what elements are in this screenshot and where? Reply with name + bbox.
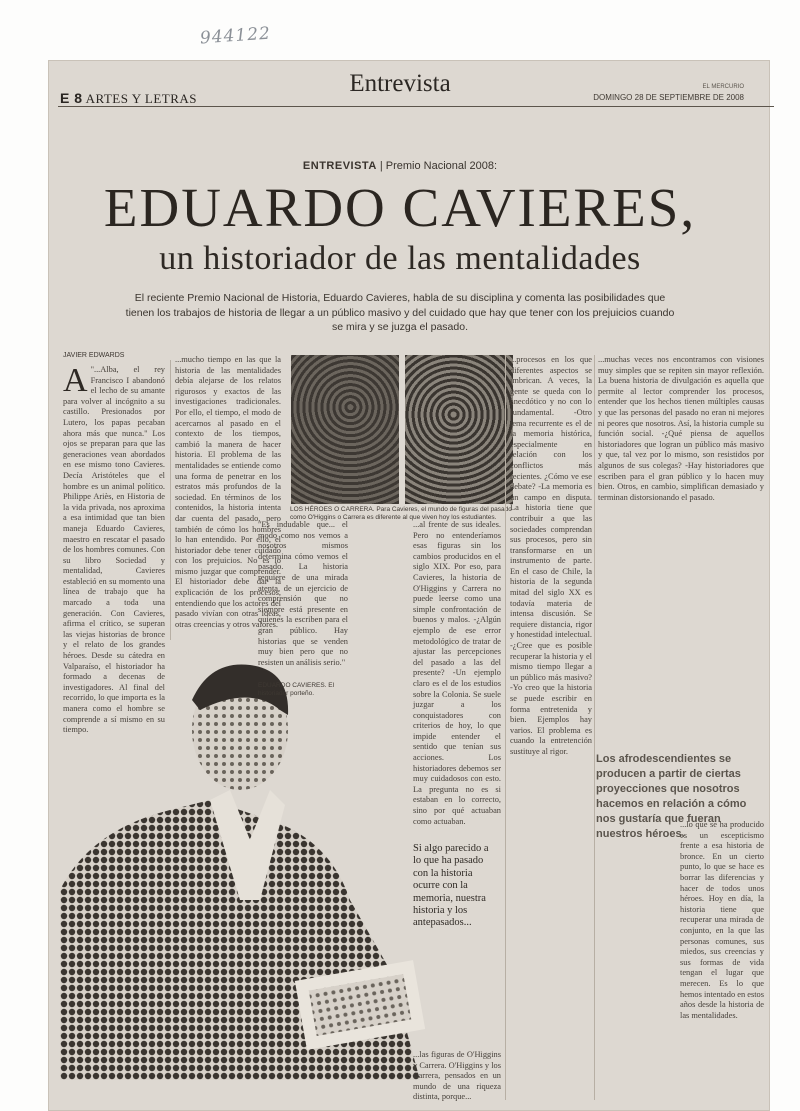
pull-quote: Si algo parecido a lo que ha pasado con la historia ocurre con la memoria, nuestra historia y los antepasados... [413,843,489,929]
article-column-5: ...muchas veces nos encontramos con visiones muy simples que se repiten sin mayor reflexión. La buena historia de divulgación es aquella que permite al lector comprender los procesos, entender que los hechos tienen múltiples causas y que las personas del pasado no eran ni mejores ni peores que nosotros. Así, la historia cumple su función social. -¿Qué piensa de aquellos historiadores que logran un público más masivo y que, tal vez por lo mismo, son resistidos por algunos de sus colegas? -Hay historiadores que escriben para el gran público y lo hacen muy bien. Otros, en cambio, simplifican demasiado y terminan distorsionando el pasado. [598,355,764,502]
highlighted-quote: Los afrodescendientes se producen a partir de ciertas proyecciones que nosotros hacemos en relación a cómo nos gustaría que fueran nuestros héroes. [596,753,747,840]
dropcap: A [63,362,88,399]
article-column-2b: "Es indudable que... el modo como nos vemos a nosotros mismos determina cómo vemos el pasado. La historia requiere de una mirada atenta, de un ejercicio de comprensión que no siempre está presente en quienes la escriben para el gran público. Hay historias que se venden muy bien pero que no resisten un análisis serio." [258,520,348,667]
photo-caption: LOS HÉROES O CARRERA. Para Cavieres, el mundo de figuras del pasado como O'Higgins o Carrera es diferente al que viven hoy los estudiantes. [290,506,512,521]
article-column-5-end: ...lo que se ha producido es un escepticismo frente a esa historia de bronce. En un cierto punto, lo que se hace es borrar las diferencias y hacer de todos unos héroes. Hoy en día, la historia tiene que recuperar una mirada de conjunto, en la que las personas comunes, sus miedos, sus creencias y sus formas de vida tengan el lugar que merecen. Es lo que hemos intentado en estos años desde la historia de las mentalidades. [680,820,764,1020]
kicker-text: Premio Nacional 2008: [385,160,498,172]
article-column-4: ...procesos en los que diferentes aspectos se imbrican. A veces, la gente se queda con lo anecdótico y no con lo fundamental. -Otro tema recurrente es el de la memoria histórica, especialmente en relación con los conflictos más recientes. ¿Cómo ve ese debate? -La memoria es un campo en disputa. La historia tiene que contribuir a que las sociedades comprendan sus procesos, pero sin transformarse en un instrumento de parte. En el caso de Chile, la historia de la segunda mitad del siglo XX es todavía materia de intensa discusión. Se requiere distancia, rigor y honestidad intelectual. -¿Cree que es posible recuperar la historia y el mismo tiempo llegar a un público más masivo? -Yo creo que la historia se puede escribir en forma entretenida y bien. Ejemplos hay varios. El problema es cuando la entretención sustituye al rigor. [510,355,592,756]
handwritten-archive-number: 944122 [199,23,272,49]
portrait-caption: EDUARDO CAVIERES. El historiador porteño. [258,682,335,697]
byline: JAVIER EDWARDS [63,352,125,359]
article-column-3-end: ...las figuras de O'Higgins y Carrera. O'Higgins y los Carrera, pensados en un mundo de una riqueza distinta, porque... [413,1050,501,1102]
lede-paragraph: El reciente Premio Nacional de Historia, Eduardo Cavieres, habla de su disciplina y comenta las posibilidades que tienen los trabajos de historia de llegar a un público masivo y del cuidado que hay que tener con los prejuicios cuando se mira y se juzga el pasado. [125,292,675,333]
column-divider [594,355,595,1100]
page-title: Entrevista [349,70,451,97]
subheadline: un historiador de las mentalidades [159,240,641,277]
article-column-1 [63,362,165,735]
photo-historical-figure-1 [291,355,399,504]
kicker-separator: | [379,160,386,172]
photo-historical-figure-2 [405,355,513,504]
article-column-2: ...mucho tiempo en las que la historia de las mentalidades debía alejarse de los relatos rigurosos y exactos de las investigaciones tradicionales. Por ello, el tiempo, el modo de acercarnos al pasado en el contexto de los tiempos, cambió la manera de hacer historia. El problema de las mentalidades se entiende como una forma de penetrar en los estratos más profundos de la sociedad. En términos de los contenidos, la historia intenta dar cuenta del pasado, pero también de cómo los hombres lo han entendido. Por ello, el historiador debe tener cuidado con los prejuicios. No es lo mismo juzgar que comprender. El historiador debe dar la explicación de los procesos, entendiendo que los actores del pasado vivían con otras ideas, otras creencias y otros valores. [175,355,281,629]
article-column-3: ...al frente de sus ideales. Pero no entenderíamos esas figuras sin los cambios producidos en el siglo XIX. Por eso, para Cavieres, la historia de O'Higgins y Carrera no puede leerse como una simple confrontación de buenos y malos. -¿Algún ejemplo de ese error metodológico de tratar de ajustar las percepciones del pasado a las del presente? -Un ejemplo claro es el de los estudios sobre la Colonia. Se suele juzgar a los conquistadores con criterios de hoy, lo que impide entender el sentido que tenían sus acciones. Los historiadores debemos ser muy cuidadosos con esto. La pregunta no es si estaban en lo correcto, sino por qué actuaban como actuaban. [413,520,501,826]
kicker-label: ENTREVISTA [302,160,377,172]
column-1-text: "...Alba, el rey Francisco I abandonó el lecho de su amante para volver al incógnito a su castillo. Presionados por Lutero, los papas pecaban ahora más que nunca." Los ojos se preparan para que las generaciones vean abordados en ese mismo tono Cavieres. Decía Aristóteles que el hombre es un animal político. Philippe Ariès, en Historia de la vida privada, nos aproxima a esa intimidad que tan bien maneja Eduardo Cavieres, maestro en rescatar el pasado de los hombres comunes. Con su libro Sociedad y mentalidad, Cavieres estableció en su momento una línea de trabajo que ha marcado a toda una generación. Con Cavieres, afirma el crítico, se superan las viejas historias de bronce y el relato de los grandes héroes. Desde su cátedra en Valparaíso, el historiador ha formado a decenas de investigadores. Al final del recorrido, lo que importa es la manera como el hombre se comprende a sí mismo en su tiempo. [63,365,165,735]
column-divider [505,355,506,1100]
portrait-photo [60,640,460,1080]
headline: EDUARDO CAVIERES, [103,177,697,238]
column-divider [170,360,171,640]
newspaper-name: EL MERCURIO [702,84,744,90]
kicker [0,160,800,172]
header-divider [58,106,774,107]
section-number: E 8 [60,90,83,106]
section-name: ARTES Y LETRAS [85,91,197,106]
issue-date: DOMINGO 28 DE SEPTIEMBRE DE 2008 [593,93,744,102]
